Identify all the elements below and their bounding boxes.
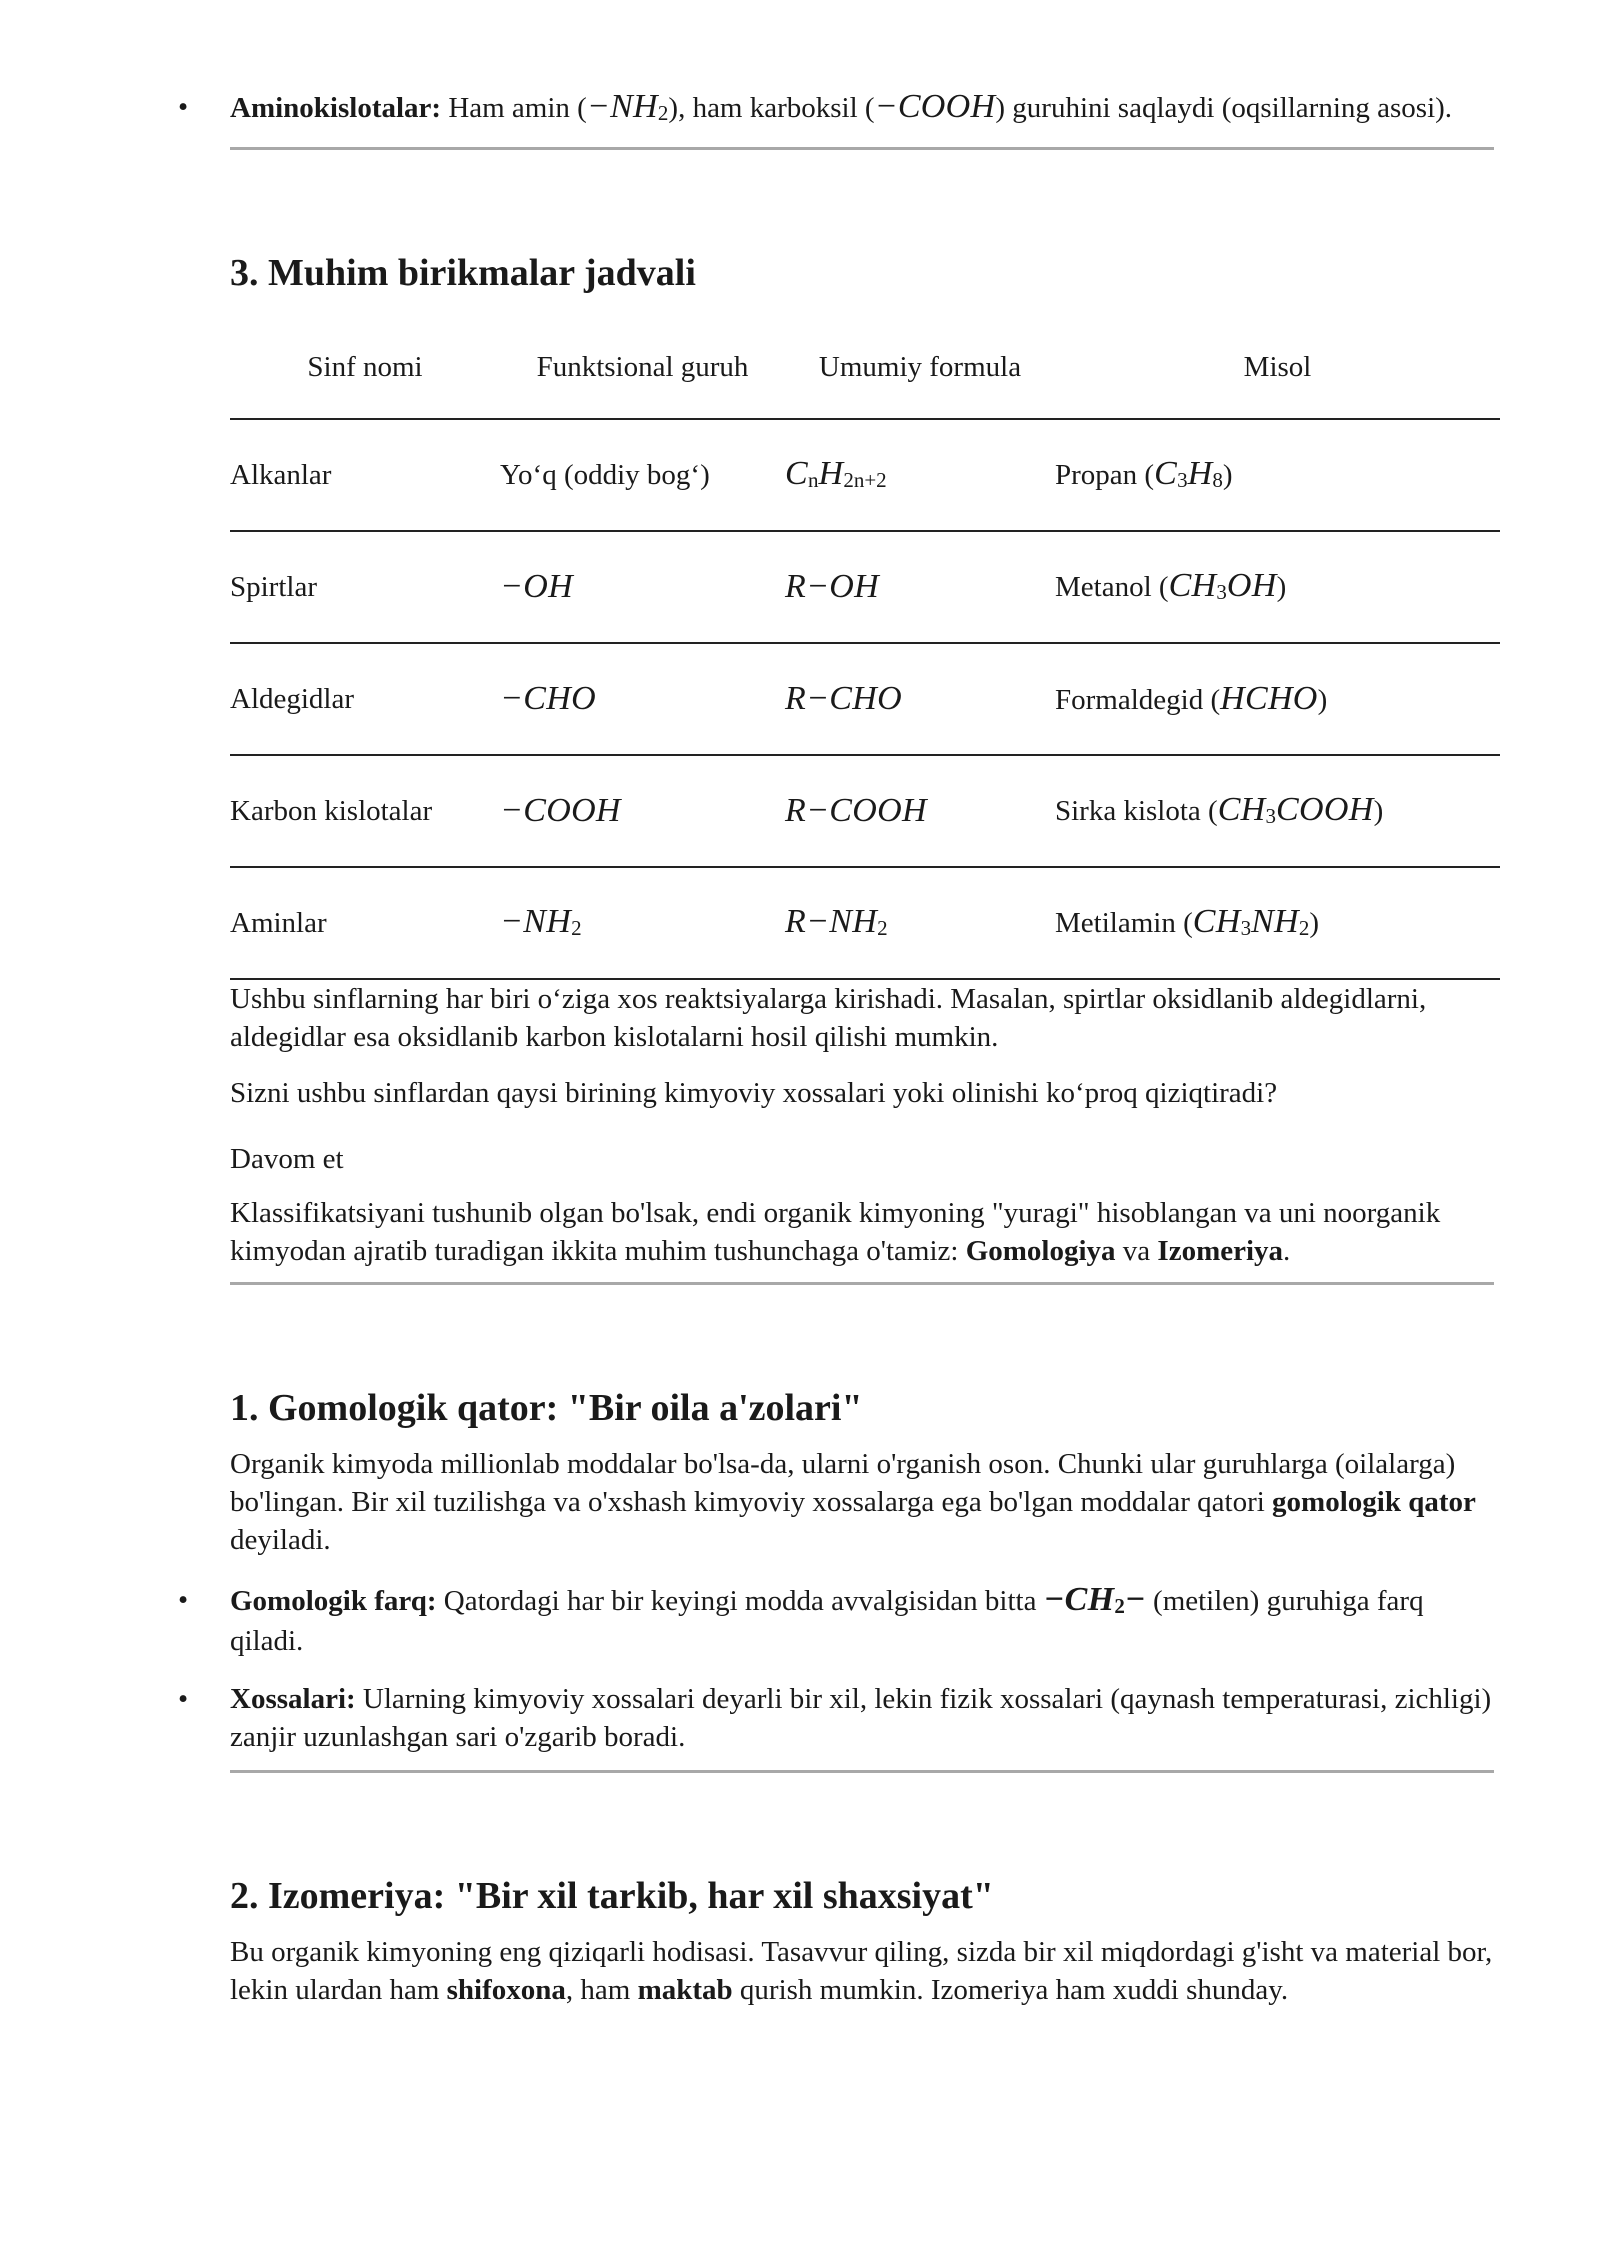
paragraph-classification: Klassifikatsiyani tushunib olgan bo'lsak, endi organik kimyoning "yuragi" hisoblangan va uni noorganik kimyodan ajratib turadigan ikkita muhim tushunchaga o'tamiz: Gomologiya va Izomeriya.	[230, 1197, 1441, 1267]
gomologik-bullet-list	[178, 1581, 1500, 1756]
table-row	[230, 755, 1500, 867]
formula-ch2: $-CH_2-$	[1043, 1581, 1146, 1618]
compounds-table	[230, 316, 1500, 980]
section-title-gomologik: 1. Gomologik qator: "Bir oila a'zolari"	[230, 1387, 863, 1429]
table-row	[230, 419, 1500, 531]
table-cell-formula: R−CHO	[785, 643, 1055, 755]
paragraph-izomeriya: Bu organik kimyoning eng qiziqarli hodisasi. Tasavvur qiling, sizda bir xil miqdordagi g'isht va material bor, lekin ulardan ham shifoxona, ham maktab qurish mumkin. Izomeriya ham xuddi shunday.	[230, 1936, 1493, 2006]
table-row	[230, 643, 1500, 755]
section-title-izomeriya: 2. Izomeriya: "Bir xil tarkib, har xil shaxsiyat"	[230, 1875, 994, 1917]
list-item-gomologik-farq: • Gomologik farq: Qatordagi har bir keyingi modda avvalgisidan bitta $-CH_2-$ (metilen) guruhiga farq qiladi.	[178, 1581, 1424, 1657]
bullet-dot-icon: •	[178, 91, 189, 123]
table-row	[230, 531, 1500, 643]
bullet-dot-icon: •	[178, 1683, 189, 1715]
table-cell-group: Yo‘q (oddiy bog‘)	[500, 419, 785, 531]
table-header: Sinf nomi	[230, 316, 500, 419]
table-cell-name: Karbon kislotalar	[230, 755, 500, 867]
bullet-dot-icon: •	[178, 1584, 189, 1616]
formula-nh2: $-NH_2$	[586, 88, 669, 125]
table-cell-example: Sirka kislota $(CH_3COOH)$	[1055, 755, 1500, 867]
table-cell-name: Spirtlar	[230, 531, 500, 643]
paragraph-question: Sizni ushbu sinflardan qaysi birining kimyoviy xossalari yoki olinishi ko‘proq qiziqtiradi?	[230, 1077, 1278, 1109]
table-cell-formula: $R-NH_2$	[785, 867, 1055, 979]
table-cell-formula: R−COOH	[785, 755, 1055, 867]
table-cell-formula: $C_nH_{2n+2}$	[785, 419, 1055, 531]
bullet-label: Aminokislotalar:	[230, 92, 442, 124]
table-cell-example: Propan $(C_3H_8)$	[1055, 419, 1500, 531]
table-header: Umumiy formula	[785, 316, 1055, 419]
top-bullet-list	[178, 88, 1500, 129]
table-cell-name: Aminlar	[230, 867, 500, 979]
formula-cooh: −COOH	[874, 88, 996, 125]
table-cell-example: Formaldegid (HCHO)	[1055, 643, 1500, 755]
table-cell-example: Metanol $(CH_3OH)$	[1055, 531, 1500, 643]
table-cell-example: Metilamin $(CH_3NH_2)$	[1055, 867, 1500, 979]
section-divider	[230, 1770, 1494, 1773]
section-divider	[230, 147, 1494, 150]
table-cell-group: $-NH_2$	[500, 867, 785, 979]
table-cell-group: −OH	[500, 531, 785, 643]
table-cell-formula: R−OH	[785, 531, 1055, 643]
table-header: Misol	[1055, 316, 1500, 419]
paragraph-reactions: Ushbu sinflarning har biri o‘ziga xos reaktsiyalarga kirishadi. Masalan, spirtlar oksidlanib aldegidlarni, aldegidlar esa oksidlanib karbon kislotalarni hosil qilishi mumkin.	[230, 983, 1427, 1053]
paragraph-gomologik: Organik kimyoda millionlab moddalar bo'lsa-da, ularni o'rganish oson. Chunki ular guruhlarga (oilalarga) bo'lingan. Bir xil tuzilishga va o'xshash kimyoviy xossalarga ega bo'lgan moddalar qatori gomologik qator deyiladi.	[230, 1448, 1476, 1556]
table-cell-group: −COOH	[500, 755, 785, 867]
continue-link[interactable]: Davom et	[230, 1143, 344, 1175]
table-cell-name: Alkanlar	[230, 419, 500, 531]
table-cell-name: Aldegidlar	[230, 643, 500, 755]
list-item-xossalari: • Xossalari: Ularning kimyoviy xossalari deyarli bir xil, lekin fizik xossalari (qaynash temperaturasi, zichligi) zanjir uzunlashgan sari o'zgarib boradi.	[230, 1680, 1500, 1756]
table-header-row	[230, 316, 1500, 419]
document-content	[178, 88, 1500, 2027]
section-title-jadval: 3. Muhim birikmalar jadvali	[230, 252, 696, 294]
table-row	[230, 867, 1500, 979]
table-cell-group: −CHO	[500, 643, 785, 755]
section-divider	[230, 1282, 1494, 1285]
list-item-aminokislotalar: • Aminokislotalar: Ham amin $(-NH_2)$, ham karboksil (−COOH) guruhini saqlaydi (oqsillarning asosi).	[178, 88, 1453, 125]
table-header: Funktsional guruh	[500, 316, 785, 419]
